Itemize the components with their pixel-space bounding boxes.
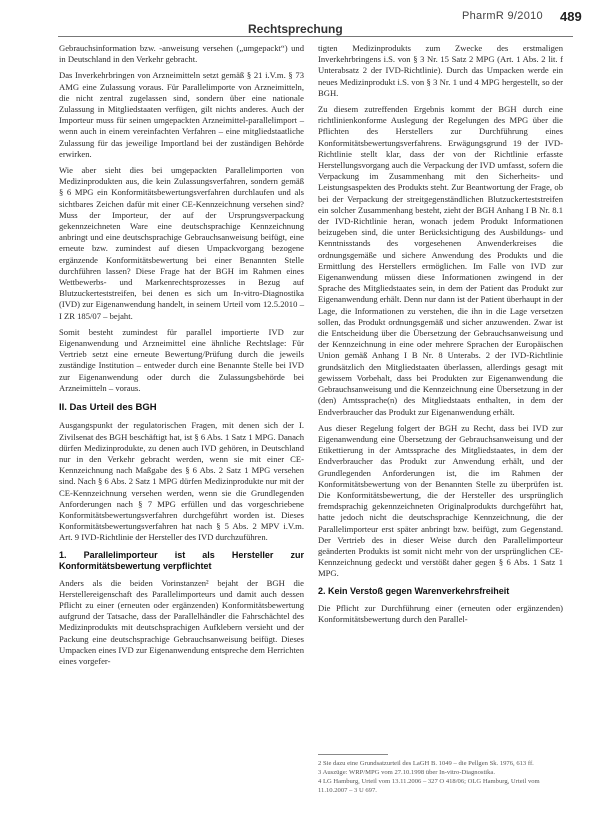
subsection-heading: 1. Parallelimporteur ist als Hersteller zur Konformitätsbewertung verpflichtet [59,549,304,571]
paragraph: Gebrauchsinformation bzw. -anweisung versehen („umgepackt“) und in Deutschland in den Verkehr gebracht. [59,43,304,65]
page-header [0,8,603,44]
section-heading: II. Das Urteil des BGH [59,402,157,414]
section-title: Rechtsprechung [248,22,343,36]
footnotes [318,760,563,796]
left-column [59,43,304,672]
paragraph: tigten Medizinprodukts zum Zwecke des erstmaligen Inverkehrbringens i.S. von § 3 Nr. 15 Satz 2 MPG (Art. 1 Abs. 2 lit. f Unterabsatz 2 der IVD-Richtlinie). Durch das Umpacken werde ein neues Medizinprodukt i.S. von § 3 Nr. 1 und 4 MPG hergestellt, so der BGH. [318,43,563,98]
journal-name: PharmR 9/2010 [462,10,543,22]
paragraph: Somit besteht zumindest für parallel importierte IVD zur Eigenanwendung und Arzneimittel eine ähnliche Rechtslage: Für Vertrieb setzt eine erneute Bewertung/Prüfung durch die jeweils zuständige Institution – entweder durch eine Benannte Stelle bei IVD zur Eigenanwendung oder durch die Zulassungsbehörde bei Arzneimitteln – voraus. [59,326,304,393]
header-rule [58,36,573,37]
footnote: 3 Auszüge: WRP/MPG vom 27.10.1998 über In-vitro-Diagnostika. [318,769,495,777]
footnote-rule [318,754,388,755]
page-number: 489 [560,9,582,24]
paragraph: Wie aber sieht dies bei umgepackten Parallelimporten von Medizinprodukten aus, die kein Zulassungsverfahren, sondern gemäß § 6 MPG ein Konformitätsbewertungsverfahren durchlaufen und als sichtbares Zeichen dafür mit einer CE-Kennzeichnung versehen sind? Muss der Importeur, der auf der Ursprungsverpackung gekennzeichneten Ware eine deutschsprachige Kennzeichnung anbringt und eine deutschsprachige Gebrauchsanweisung beifügt, eine erneute bzw. zumindest auf diesen Umpackvorgang bezogene ergänzende Konformitätsbewertung bei einer Benannten Stelle durchführen lassen? Diese Frage hat der BGH im Rahmen eines Wettbewerbs- und Markenrechtsprozesses in Bezug auf Blutzuckerteststreifen, bei denen es sich um In-vitro-Diagnostika (IVD) zur Eigenanwendung handelt, in seinem Urteil vom 12.5.2010 – I ZR 185/07 – bejaht. [59,165,304,321]
footnote: 4 LG Hamburg, Urteil vom 13.11.2006 – 327 O 418/06; OLG Hamburg, Urteil vom 11.10.2007 – 3 U 697. [318,778,540,794]
subsection-heading: 2. Kein Verstoß gegen Warenverkehrsfreiheit [318,585,510,596]
paragraph: Das Inverkehrbringen von Arzneimitteln setzt gemäß § 21 i.V.m. § 73 AMG eine Zulassung voraus. Für Parallelimporte von Arzneimitteln, die nicht zentral zugelassen sind, sondern über eine nationale Zulassung in Mitgliedstaaten verfügen, gilt nichts anderes. Auch der Importeur muss für seinen umgepackten Arzneimittel-parallelimport – wenn auch in einem vereinfachten Verfahren – eine mitgliedstaatliche Zulassung für das jeweilige Importland bei der zuständigen Behörde erwirken. [59,70,304,159]
paragraph: Anders als die beiden Vorinstanzen² bejaht der BGH die Herstellereigenschaft des Parallelimporteurs und damit auch dessen Pflicht zu einer (erneuten oder ergänzenden) Konformitätsbewertung aufgrund der Tatsache, dass der Parallelhändler die Fahrschächtel des Medizinprodukts mit deutschsprachigen Aufklebern versieht und der Packung eine deutschsprachige Gebrauchsanweisung beifügt. Dieses Umpacken eines IVD zur Eigenanwendung entspreche dem Herrichten eines vorgefer- [59,577,304,666]
right-column [318,43,563,630]
paragraph: Die Pflicht zur Durchführung einer (erneuten oder ergänzenden) Konformitätsbewertung durch den Parallel- [318,602,563,624]
paragraph: Ausgangspunkt der regulatorischen Fragen, mit denen sich der I. Zivilsenat des BGH beschäftigt hat, ist § 6 Abs. 1 Satz 1 MPG. Danach dürfen Medizinprodukte, zu denen auch IVD gehören, in Deutschland nur in den Verkehr gebracht werden, wenn sie mit einer CE-Kennzeichnung nach Maßgabe des § 6 Abs. 2 Satz 1 MPG versehen sind. Nach § 6 Abs. 2 Satz 1 MPG dürfen Medizinprodukte nur mit der CE-Kennzeichnung versehen werden, wenn sie die Grundlegenden Anforderungen nach § 7 MPG erfüllen und das vorgeschriebene Konformitätsbewertungsverfahren durchgeführt worden ist. Dieses Konformitätsbewertungsverfahren hat nach § 5 Abs. 2 MPV i.V.m. Art. 9 IVD-Richtlinie der Hersteller des IVD durchzuführen. [59,420,304,543]
paragraph: Aus dieser Regelung folgert der BGH zu Recht, dass bei IVD zur Eigenanwendung eine Übersetzung der Gebrauchsanweisung und der Etikettierung in der Amtssprache des Mitgliedstaates, in dem der Endverbraucher das Produkt zur Anwendung erhält, und der Grundlegenden Anforderungen ist, die im Rahmen der Konformitätsbewertung von der Benannten Stelle zu überprüfen ist. Die Konformitätsbewertung, die der Hersteller des ursprünglich fremdsprachig gekennzeichneten Originalprodukts durchgeführt hat, hatte jedoch nicht die deutschsprachige Kennzeichnung, die der Parallelimporteur erst später anbringt bzw. beifügt, zum Gegenstand. Der Vertrieb des in dieser Weise durch den Parallelimporteur geänderten Produkts ist somit nicht mehr von der ursprünglichen CE-Kennzeichnung gedeckt und verstößt daher gegen § 6 Abs. 1 Satz 1 MPG. [318,422,563,579]
paragraph: Zu diesem zutreffenden Ergebnis kommt der BGH durch eine richtlinienkonforme Auslegung der Regelungen des MPG über die Pflichten des Herstellers zur Durchführung eines Konformitätsbewertungsverfahrens. Erwägungsgrund 19 der IVD-Richtlinie stellt klar, dass der von der Richtlinie erfasste Herstellungsvorgang auch die Verpackung der IVD umfasst, sofern die Verpackung im Zusammenhang mit den Sicherheits- und Leistungsaspekten des Produkts steht. Zur Beantwortung der Frage, ob bei der Verpackung der streitgegenständlichen Blutzuckerteststreifen ein solcher Zusammenhang besteht, zieht der BGH Anhang I B Nr. 8.1 der IVD-Richtlinie heran, wonach jedem Produkt Informationen beizugeben sind, die unter Berücksichtigung des Ausbildungs- und Kenntnisstands des vorgesehenen Anwenderkreises die ordnungsgemäße und sichere Anwendung des Produkts und die Ermittlung des Herstellers ermöglichen. Im Falle von IVD zur Eigenanwendung müssen diese Informationen zwingend in der Sprache des Mitgliedstaates sein, in dem der Patient das Produkt zur Eigenanwendung erhält. Denn nur dann ist der Patient überhaupt in der Lage, die Informationen zu verstehen, die ihn in die Lage versetzen sollen, das Produkt ordnungsgemäß und sicher anzuwenden. Zwar ist die Entscheidung über die Übersetzung der Gebrauchsanweisung und der Kennzeichnung in eine oder mehrere Sprachen der Europäischen Union gemäß Anhang I B Nr. 8 Unterabs. 2 der IVD-Richtlinie grundsätzlich den Mitgliedstaaten überlassen, allerdings gesagt mit gewissem Vorbehalt, dass bei Produkten zur Eigenanwendung die Gebrauchsanweisung und die Kennzeichnung eine Übersetzung in der (den) Amtssprache(n) des Mitgliedstaats enthalten, in dem der Endverbraucher das Produkt zur Eigenanwendung erhält. [318,104,563,417]
footnote: 2 Sie dazu eine Grundsatzurteil des LaGH B. 1049 – die Pellgen Sk. 1976, 613 ff. [318,760,534,767]
